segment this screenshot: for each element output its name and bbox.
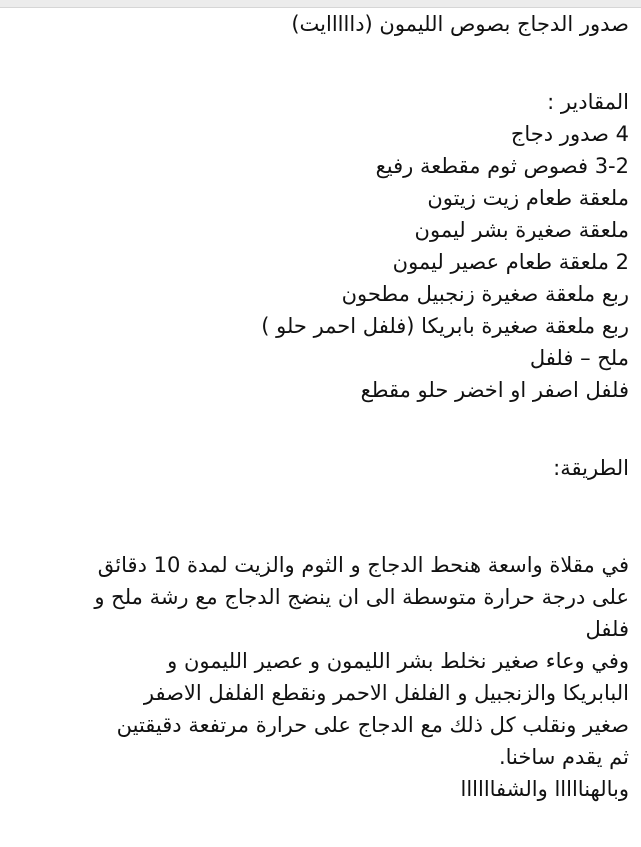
method-heading: الطريقة:	[553, 456, 629, 480]
ingredient-item: ملعقة طعام زيت زيتون	[427, 186, 629, 210]
method-line: البابريكا والزنجبيل و الفلفل الاحمر ونقطع الفلفل الاصفر	[143, 681, 629, 705]
ingredient-item: 3-2 فصوص ثوم مقطعة رفيع	[375, 154, 629, 178]
recipe-title: صدور الدجاج بصوص الليمون (دااااايت)	[291, 12, 629, 36]
method-line: على درجة حرارة متوسطة الى ان ينضج الدجاج مع رشة ملح و	[94, 585, 629, 609]
method-line: في مقلاة واسعة هنحط الدجاج و الثوم والزيت لمدة 10 دقائق	[97, 553, 629, 577]
ingredient-item: ملح – فلفل	[529, 346, 629, 370]
ingredient-item: 2 ملعقة طعام عصير ليمون	[392, 250, 629, 274]
ingredient-item: ربع ملعقة صغيرة زنجبيل مطحون	[341, 282, 629, 306]
method-line: صغير ونقلب كل ذلك مع الدجاج على حرارة مرتفعة دقيقتين	[116, 713, 629, 737]
ingredient-item: 4 صدور دجاج	[510, 122, 629, 146]
method-line: ثم يقدم ساخنا.	[498, 745, 629, 769]
ingredient-item: ربع ملعقة صغيرة بابريكا (فلفل احمر حلو )	[261, 314, 629, 338]
method-line: وفي وعاء صغير نخلط بشر الليمون و عصير الليمون و	[167, 649, 629, 673]
ingredient-item: فلفل اصفر او اخضر حلو مقطع	[360, 378, 629, 402]
method-line: وبالهنااااا والشفاااااا	[460, 777, 629, 801]
ingredient-item: ملعقة صغيرة بشر ليمون	[414, 218, 629, 242]
method-line: فلفل	[585, 617, 629, 641]
ingredients-heading: المقادير :	[547, 90, 629, 114]
